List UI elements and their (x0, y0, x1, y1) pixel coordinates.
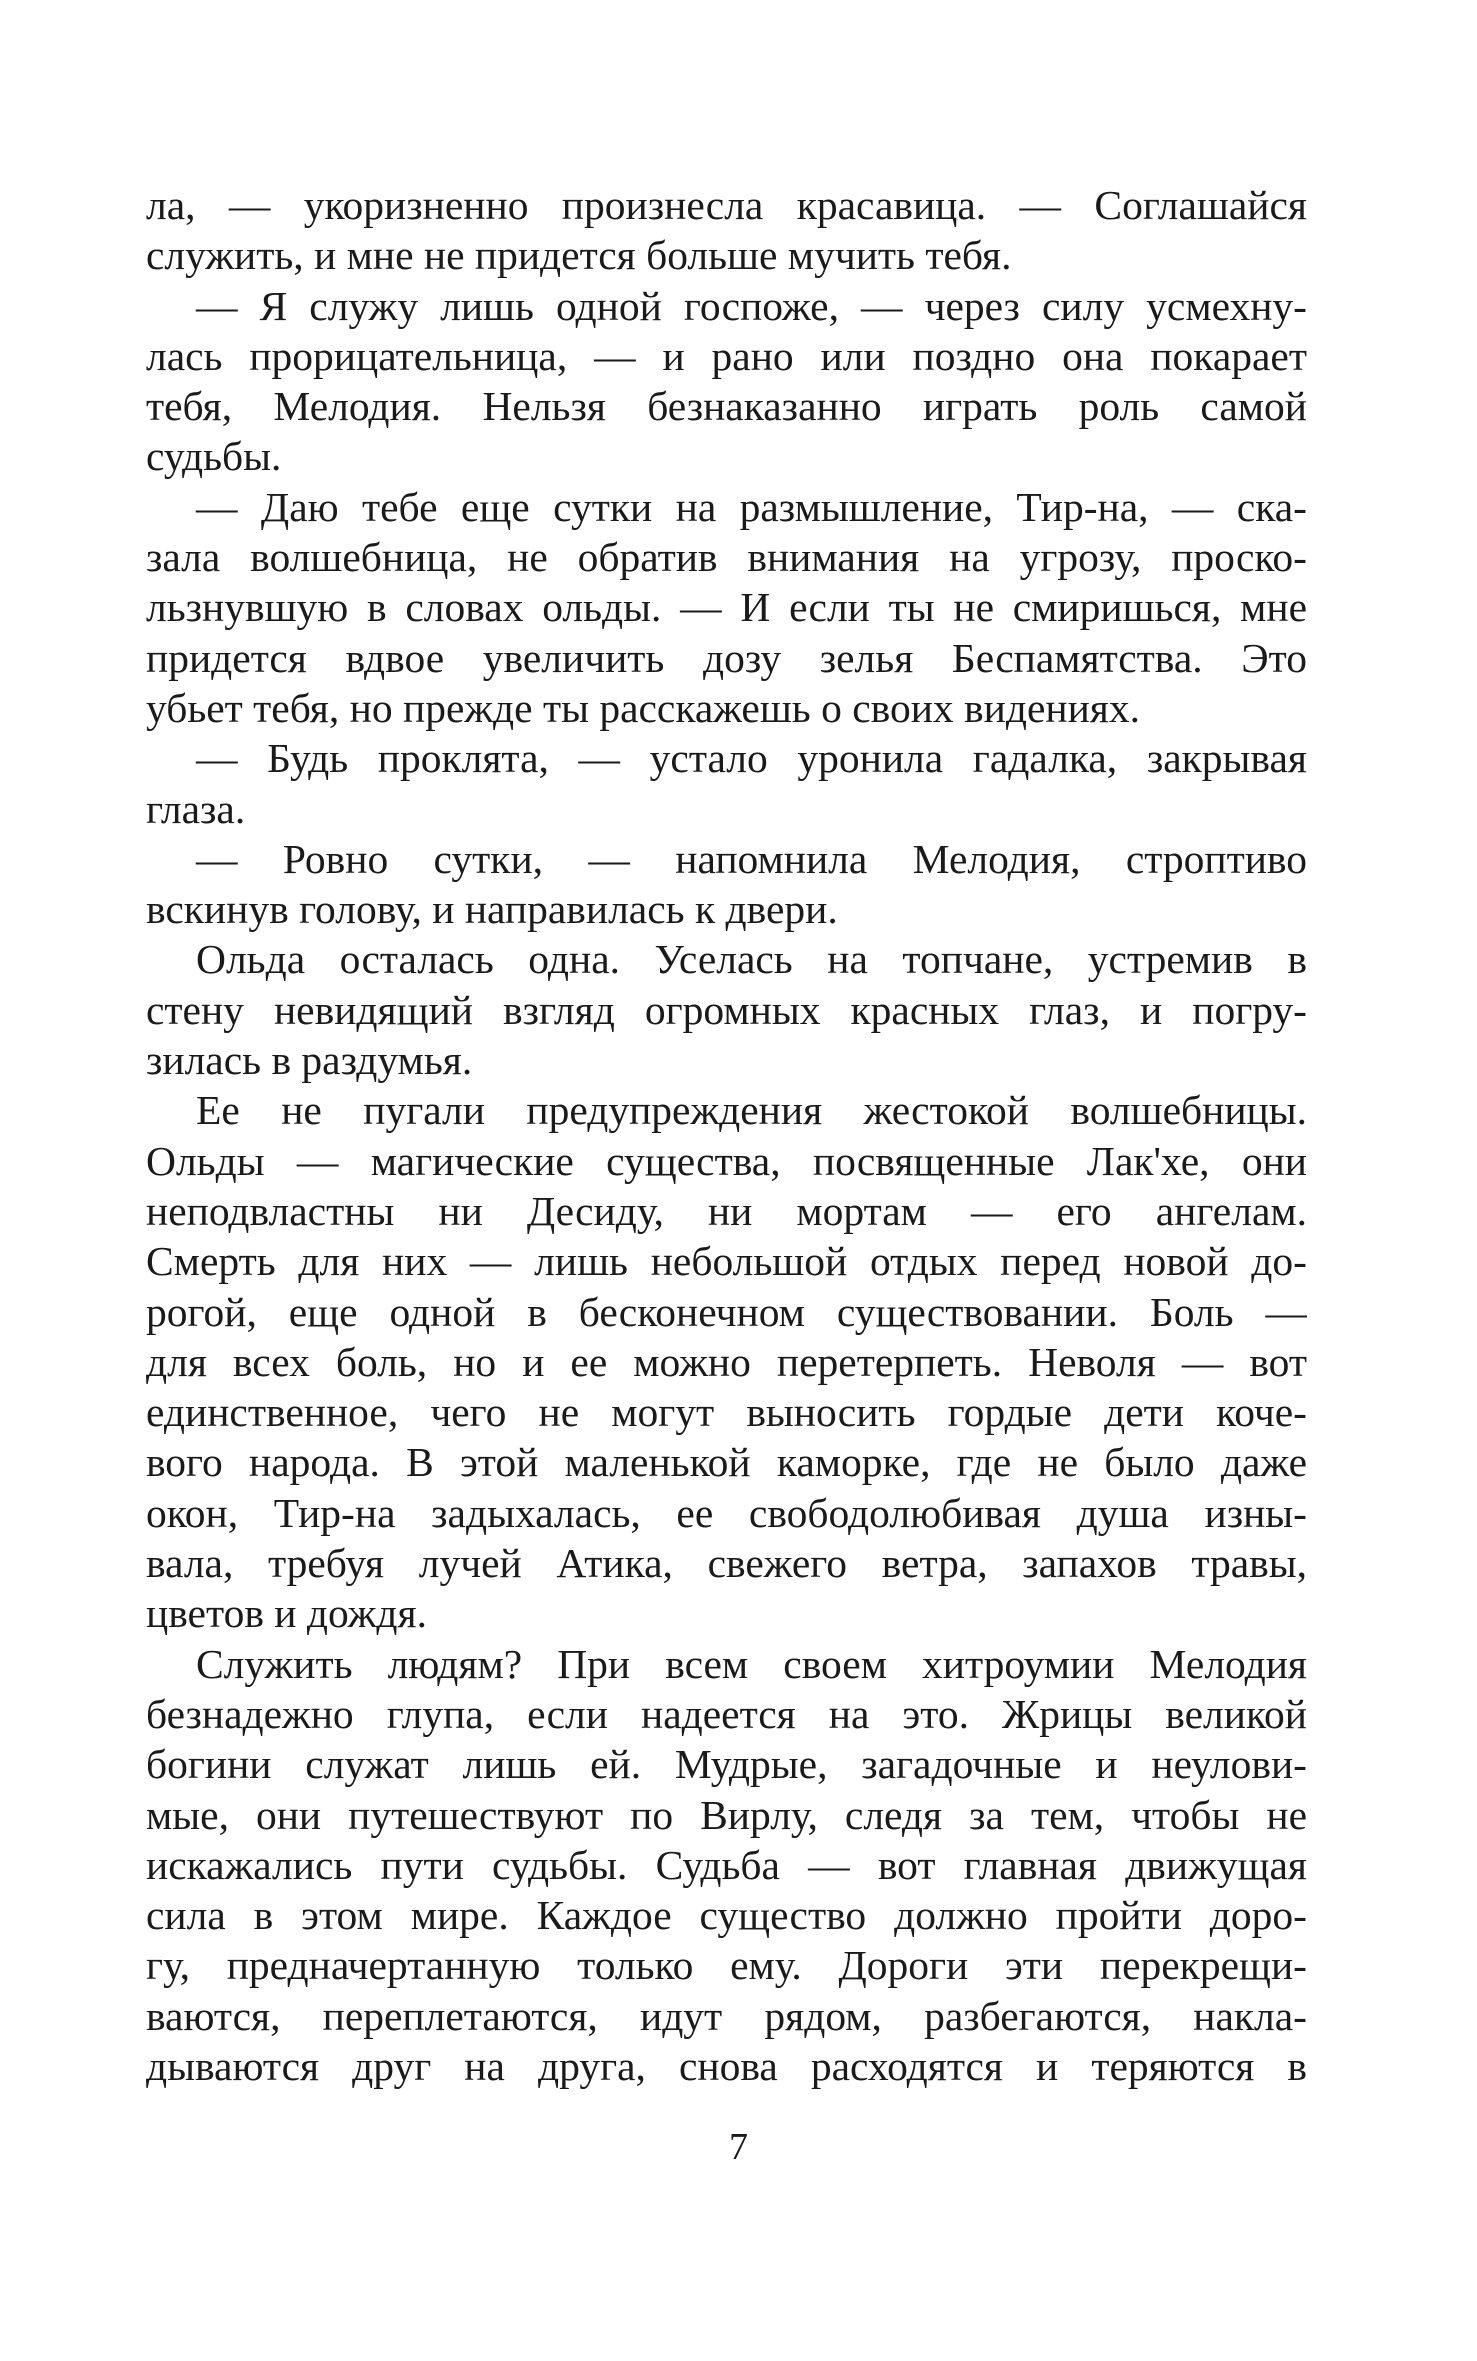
body-text (146, 180, 1307, 2091)
text-line: судьбы. (146, 433, 282, 480)
text-line: искажались пути судьбы. Судьба — вот главная движущая (146, 1841, 1307, 1888)
text-line: неподвластны ни Десиду, ни мортам — его ангелам. (146, 1187, 1307, 1234)
text-line: льзнувшую в словах ольды. — И если ты не смиришься, мне (146, 584, 1307, 631)
text-line: окон, Тир-на задыхалась, ее свободолюбивая душа изны- (146, 1489, 1307, 1536)
text-line: богини служат лишь ей. Мудрые, загадочные и неулови- (146, 1741, 1307, 1788)
text-line: Служить людям? При всем своем хитроумии Мелодия (196, 1640, 1307, 1687)
text-line: вого народа. В этой маленькой каморке, где не было даже (146, 1439, 1307, 1486)
text-line: — Будь проклята, — устало уронила гадалка, закрывая (196, 735, 1307, 782)
text-line: дываются друг на друга, снова расходятся и теряются в (146, 2042, 1307, 2089)
text-line: ла, — укоризненно произнесла красавица. — Соглашайся (146, 182, 1307, 228)
text-line: Ольда осталась одна. Уселась на топчане, устремив в (196, 936, 1307, 983)
text-line: служить, и мне не придется больше мучить тебя. (146, 232, 1012, 279)
text-line: ваются, переплетаются, идут рядом, разбегаются, накла- (146, 1992, 1307, 2039)
text-line: убьет тебя, но прежде ты расскажешь о своих видениях. (146, 684, 1141, 731)
text-line: Ее не пугали предупреждения жестокой волшебницы. (196, 1087, 1307, 1134)
text-line: зала волшебница, не обратив внимания на угрозу, проско- (146, 534, 1307, 581)
text-line: — Я служу лишь одной госпоже, — через силу усмехну- (196, 282, 1307, 329)
page-number: 7 (729, 2126, 748, 2168)
text-line: лась прорицательница, — и рано или поздно она покарает (146, 332, 1307, 379)
text-line: глаза. (146, 785, 246, 832)
text-line: — Даю тебе еще сутки на размышление, Тир-на, — ска- (196, 483, 1307, 530)
text-line: сила в этом мире. Каждое существо должно пройти доро- (146, 1892, 1307, 1939)
text-line: рогой, еще одной в бесконечном существовании. Боль — (146, 1288, 1307, 1335)
text-line: цветов и дождя. (146, 1590, 427, 1637)
text-line: Смерть для них — лишь небольшой отдых перед новой до- (146, 1238, 1307, 1285)
text-line: единственное, чего не могут выносить гордые дети коче- (146, 1389, 1307, 1436)
text-line: зилась в раздумья. (146, 1037, 473, 1084)
text-line: тебя, Мелодия. Нельзя безнаказанно играть роль самой (146, 383, 1307, 430)
text-line: стену невидящий взгляд огромных красных глаз, и погру- (146, 986, 1307, 1033)
text-line: безнадежно глупа, если надеется на это. Жрицы великой (146, 1690, 1307, 1737)
text-line: придется вдвое увеличить дозу зелья Беспамятства. Это (146, 634, 1307, 681)
text-line: гу, предначертанную только ему. Дороги эти перекрещи- (146, 1942, 1307, 1989)
text-line: мые, они путешествуют по Вирлу, следя за тем, чтобы не (146, 1791, 1307, 1838)
text-line: для всех боль, но и ее можно перетерпеть. Неволя — вот (146, 1338, 1307, 1385)
text-line: Ольды — магические существа, посвященные Лак'хе, они (146, 1137, 1307, 1184)
text-line: вскинув голову, и направилась к двери. (146, 886, 838, 933)
text-line: вала, требуя лучей Атика, свежего ветра, запахов травы, (146, 1540, 1307, 1587)
text-line: — Ровно сутки, — напомнила Мелодия, строптиво (196, 835, 1307, 882)
